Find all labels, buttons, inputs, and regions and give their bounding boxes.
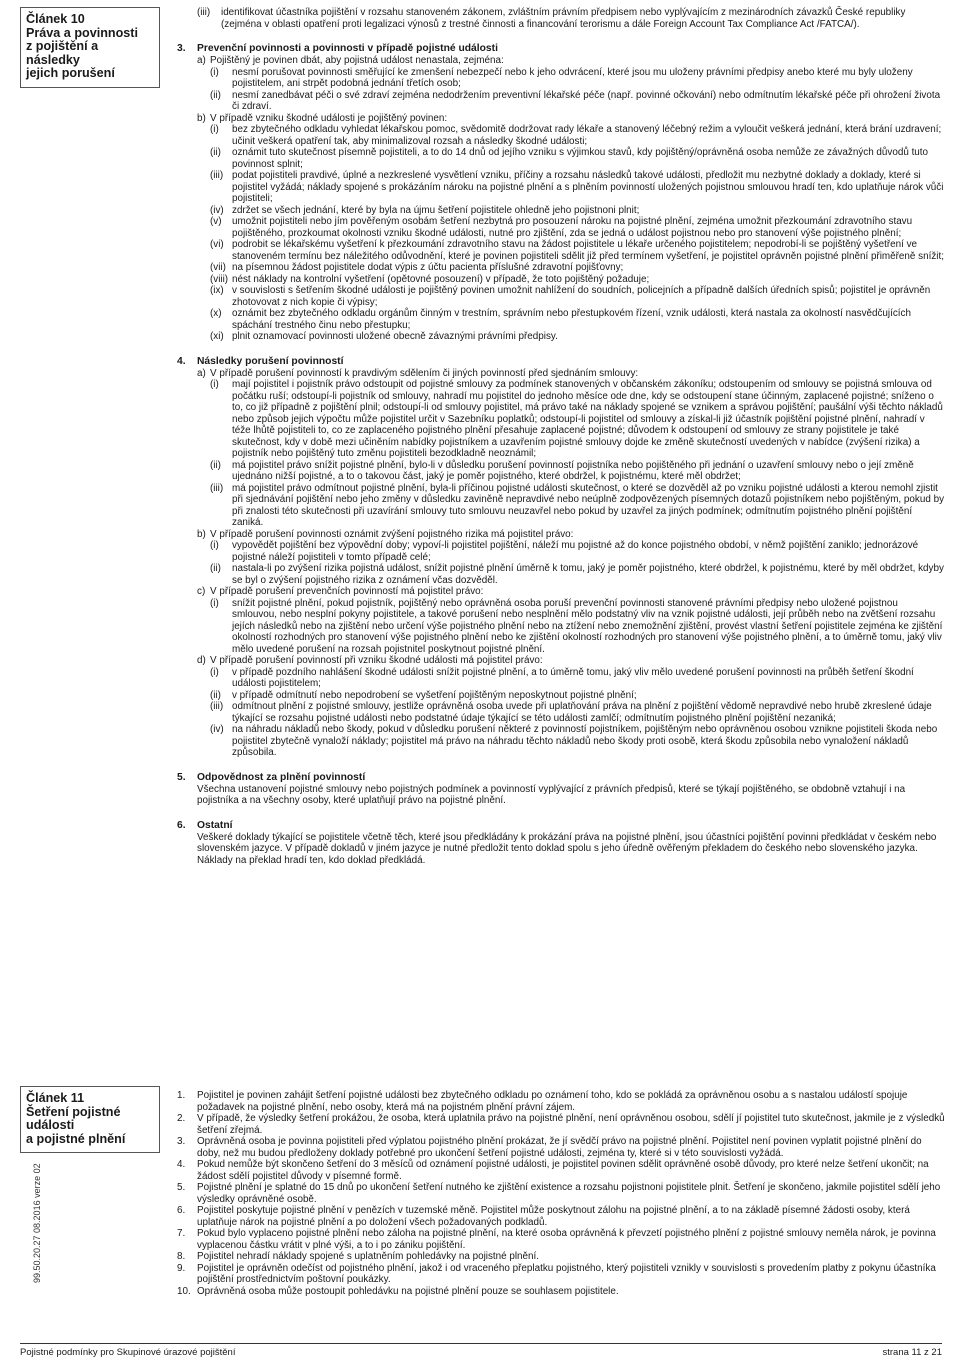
item-text: bez zbytečného odkladu vyhledat lékařskou pomoc, svědomitě dodržovat rady lékaře a stanovený léčebný režim a vyloučit veškerá jednání, která brání uzdravení; učinit veškerá opatření tak, aby minimalizoval rozsah a následky škodné události; xyxy=(232,124,942,147)
list-item xyxy=(210,331,945,343)
list-item xyxy=(177,1228,945,1251)
item-number: (iii) xyxy=(197,7,211,18)
item-text: v případě odmítnutí nebo nepodrobení se vyšetření pojištěným neposkytnout pojistné plnění; xyxy=(232,689,637,701)
subsection-label: a) xyxy=(197,367,206,379)
item-text: odmítnout plnění z pojistné smlouvy, jestliže oprávněná osoba uvede při uplatňování práva na plnění z pojištění vědomě nepravdivé nebo hrubě zkreslené údaje týkající se rozsahu pojistné události nebo podstatné údaje týkající se této události zamlčí; odmítnutím pojistného plnění pojištění nezaniká; xyxy=(232,701,932,724)
list-item xyxy=(210,216,945,239)
list-item xyxy=(177,1286,945,1298)
section-6-text: Veškeré doklady týkající se pojistitele včetně těch, které jsou předkládány k prokázání práva na pojistné plnění, jsou účastníci pojištění povinni předkládat v českém nebo slovenském jazyce. V případě dokladů v jiném jazyce je nutné předložit tento doklad spolu s jeho úředně ověřeným překladem do českého nebo slovenského jazyka. Náklady na překlad hradí ten, kdo doklad předkládá. xyxy=(197,831,937,866)
list-item xyxy=(177,1090,945,1113)
section-4 xyxy=(177,356,945,759)
item-text: Pojistné plnění je splatné do 15 dnů po ukončení šetření nutného ke zjištění existence a rozsahu pojistnoni pojistitele plnit. Šetření je skončeno, jakmile pojistitel sdělí jeho výsledky oprávněné osobě. xyxy=(197,1182,941,1205)
item-number: 3. xyxy=(177,1136,186,1147)
item-text: oznámit bez zbytečného odkladu orgánům činným v trestním, správním nebo přestupkovém řízení, vznik události, která nastala za okolností nasvědčujících spáchání trestného činu nebo přestupku; xyxy=(232,308,911,331)
subsection-d xyxy=(197,655,945,667)
item-text: na náhradu nákladů nebo škody, pokud v důsledku porušení některé z povinností pojistníkem, pojištěným nebo oprávněnou osobou vznikne pojistiteli škoda nebo pojistitel zbytečně vynaloží náklady; pojistitel má právo na náhradu těchto nákladů nebo škody proti osobě, která škodu způsobila nebo vynaložení nákladů způsobila. xyxy=(232,724,938,758)
section-number: 5. xyxy=(177,771,186,783)
list-item xyxy=(210,690,945,702)
list-item xyxy=(210,701,945,724)
subsection-intro: V případě porušení povinností při vzniku škodné události má pojistitel právo: xyxy=(210,655,543,666)
subsection-a xyxy=(197,368,945,380)
item-text: podrobit se lékařskému vyšetření k přezkoumání zdravotního stavu na žádost pojistitele u lékaře určeného pojistitelem; nepodrobí-li se pojištěný vyšetření ve stanoveném termínu bez náležitého odůvodnění, které je povinen pojistiteli sdělit již před termínem vyšetření, je pojistitel oprávněn pojistné plnění přiměřeně snížit; xyxy=(232,239,944,262)
article-10-title-line-1: Práva a povinnosti xyxy=(26,25,138,40)
subsection-intro: V případě porušení povinnosti oznámit zvýšení pojistného rizika má pojistitel právo: xyxy=(210,528,574,540)
item-text: identifikovat účastníka pojištění v rozsahu stanoveném zákonem, zvláštním právním předpisem nebo vyplývajícím z mezinárodních závazků České republiky (zejména v oblasti opatření proti legalizaci výnosů z trestné činnosti a financování terorismu a dále Foreign Account Tax Compliance Act /FATCA/). xyxy=(221,7,906,30)
list-item xyxy=(210,262,945,274)
list-item xyxy=(210,308,945,331)
item-number: (ii) xyxy=(210,147,221,158)
item-number: (ii) xyxy=(210,563,221,574)
subsection-intro: Pojištěný je povinen dbát, aby pojistná událost nenastala, zejména: xyxy=(210,55,504,66)
item-number: (viii) xyxy=(210,273,229,285)
section-number: 6. xyxy=(177,819,186,831)
article-10-content xyxy=(177,7,945,866)
list-item xyxy=(177,1251,945,1263)
item-number: 7. xyxy=(177,1228,186,1239)
item-text: nesmí zanedbávat péči o své zdraví zejména nedodržením preventivní lékařské péče (např. povinné očkování) nebo odmítnutím lékařské péče při ohrožení života či zdraví. xyxy=(232,89,941,112)
list-item xyxy=(210,170,945,205)
item-text: podat pojistiteli pravdivé, úplné a nezkreslené vysvětlení vzniku, příčiny a rozsahu následků takové události, předložit mu nezbytné doklady a doklady, které si pojistitel vyžádá; náklady spojené s prokázáním nároku na pojistné plnění a s plněním povinností uložených pojistnou smlouvou hradí ten, kdo uplatňuje nárok vůči pojistiteli; xyxy=(232,170,944,204)
subsection-a xyxy=(197,55,945,67)
section-6-heading xyxy=(177,820,945,832)
page-number: strana 11 z 21 xyxy=(882,1347,942,1358)
subsection-label: a) xyxy=(197,55,206,66)
item-text: nesmí porušovat povinnosti směřující ke zmenšení nebezpečí nebo k jeho odvrácení, které jsou mu uloženy právními předpisy anebo které mu byly uloženy pojistitelem, ani strpět podobná jednání třetích osob; xyxy=(232,66,913,89)
subsection-d-items xyxy=(210,667,945,759)
subsection-c-items xyxy=(210,598,945,656)
section-number: 3. xyxy=(177,43,186,54)
item-text: Pojistitel poskytuje pojistné plnění v penězích v tuzemské měně. Pojistitel může poskytnout zálohu na pojistné plnění, a to na základě písemné žádosti osoby, která uplatňuje nárok na pojistné plnění a po doložení všech požadovaných podkladů. xyxy=(197,1205,910,1228)
item-number: 2. xyxy=(177,1113,186,1124)
article-10-title-line-2: z pojištění a následky xyxy=(26,39,99,67)
item-text: Pokud nemůže být skončeno šetření do 3 měsíců od oznámení pojistné události, je pojistitel povinen sdělit oprávněné osobě důvody, pro které nelze šetření ukončit; na žádost sdělí pojistitel důvody v písemné formě. xyxy=(197,1159,929,1182)
item-text: má pojistitel právo snížit pojistné plnění, bylo-li v důsledku porušení povinností pojistníka nebo pojištěného při jednání o uzavření smlouvy nebo o její změně ujednáno nižší pojistné, a to o takovou část, jaký je poměr pojistného, které obdržel, k pojistnému, které měl obdržet; xyxy=(232,459,914,482)
section-3-body xyxy=(197,55,945,343)
subsection-a-items xyxy=(210,379,945,529)
item-number: (i) xyxy=(210,124,219,135)
item-number: (i) xyxy=(210,66,219,78)
section-title: Ostatní xyxy=(197,819,233,831)
article-10-title-line-3: jejich porušení xyxy=(26,66,115,80)
item-text: nést náklady na kontrolní vyšetření (opětovné posouzení) v případě, že toto pojištěný požaduje; xyxy=(232,273,650,285)
subsection-b-items xyxy=(210,124,945,343)
item-number: 1. xyxy=(177,1090,186,1101)
item-number: (v) xyxy=(210,216,222,227)
article-10-heading-box xyxy=(20,7,160,88)
item-number: 6. xyxy=(177,1205,186,1216)
item-text: Oprávněná osoba je povinna pojistiteli před výplatou pojistného plnění prokázat, že jí svědčí právo na pojistné plnění. Pojistitel není povinen vyplatit pojistné plnění do doby, než mu budou předloženy doklady potřebné pro ukončení šetření pojistné události, zejména ty, které si v této souvislosti vyžádá. xyxy=(197,1136,922,1159)
item-number: (ii) xyxy=(210,89,221,101)
subsection-b-items xyxy=(210,540,945,586)
item-number: (xi) xyxy=(210,331,224,342)
subsection-label: c) xyxy=(197,586,206,597)
list-item xyxy=(177,1205,945,1228)
subsection-b xyxy=(197,113,945,125)
section-4-heading xyxy=(177,356,945,368)
list-item xyxy=(177,1182,945,1205)
subsection-label: b) xyxy=(197,528,206,540)
section-5-text: Všechna ustanovení pojistné smlouvy nebo pojistných podmínek a povinností vyplývající z právních předpisů, které se týkají pojištěného, se obdobně vztahují i na pojistníka a na všechny osoby, které uplatňují právo na pojistné plnění. xyxy=(197,783,906,806)
section-5 xyxy=(177,772,945,807)
subsection-intro: V případě porušení povinností k pravdivým sdělením či jiných povinností před sjednáním smlouvy: xyxy=(210,367,639,379)
article-11-heading-box xyxy=(20,1086,160,1153)
list-item xyxy=(177,1136,945,1159)
list-item xyxy=(177,1263,945,1286)
article-10-number: Článek 10 xyxy=(26,12,85,26)
item-number: (ix) xyxy=(210,285,224,296)
item-number: (i) xyxy=(210,540,219,551)
subsection-intro: V případě vzniku škodné události je pojištěný povinen: xyxy=(210,112,448,124)
item-number: 8. xyxy=(177,1251,186,1262)
section-6 xyxy=(177,820,945,867)
item-text: vypovědět pojištění bez výpovědní doby; vypoví-li pojistitel pojištění, náleží mu pojistné až do konce pojistného období, v němž pojištění zaniklo; jednorázové pojistné náleží pojistiteli v tomto případě celé; xyxy=(232,540,919,563)
list-item xyxy=(210,460,945,483)
subsection-label: b) xyxy=(197,112,206,124)
item-number: (iii) xyxy=(210,701,224,712)
list-item xyxy=(197,7,945,30)
section-3 xyxy=(177,43,945,343)
item-text: oznámit tuto skutečnost písemně pojistiteli, a to do 14 dnů od jejího vzniku s výjimkou stavů, kdy pojištěný/oprávněná osoba nemůže ze závažných důvodů tuto povinnost splnit; xyxy=(232,147,929,170)
item-text: nastala-li po zvýšení rizika pojistná událost, snížit pojistné plnění úměrně k tomu, jaký je poměr pojistného, které obdržel, k pojistnému, které by měl obdržet, kdyby se byl o zvýšení pojistného rizika z oznámení včas dozvěděl. xyxy=(232,563,944,586)
article-11-title-line-1: Šetření pojistné události xyxy=(26,1104,121,1132)
item-number: (iii) xyxy=(210,170,224,181)
list-item xyxy=(210,67,945,90)
item-number: (i) xyxy=(210,379,219,390)
list-item xyxy=(210,379,945,460)
section-title: Prevenční povinnosti a povinnosti v případě pojistné události xyxy=(197,43,498,54)
list-item xyxy=(177,1113,945,1136)
item-text: v souvislosti s šetřením škodné události je pojištěný povinen umožnit nahlížení do soudních, policejních a případně dalších úředních spisů; pojistitel je oprávněn zhotovovat z nich kopie či výpisy; xyxy=(232,285,931,308)
list-item xyxy=(210,147,945,170)
list-item xyxy=(210,124,945,147)
subsection-b xyxy=(197,529,945,541)
list-item xyxy=(210,205,945,217)
section-title: Následky porušení povinností xyxy=(197,355,344,367)
item-text: na písemnou žádost pojistitele dodat výpis z účtu pacienta příslušné zdravotní pojišťovny; xyxy=(232,262,624,273)
item-text: mají pojistitel i pojistník právo odstoupit od pojistné smlouvy za podmínek stanovených v občanském zákoníku; odstoupením od smlouvy se pojistná smlouva od počátku ruší; odstoupí-li pojistník od smlouvy, nahradí mu pojistitel do jednoho měsíce ode dne, kdy se odstoupení stane účinným, zaplacené pojistné; sníženo o to, co již případně z pojištění plnil; odstoupí-li od smlouvy pojistitel, má právo také na náklady spojené se vznikem a správou pojištění; paušální výši těchto nákladů nebo způsob jejich výpočtu může pojistitel určit v Sazebníku poplatků; odstoupí-li pojistitel od smlouvy a získal-li již účastník pojištění pojistné plnění, nahradí v téže lhůtě pojistiteli to, co ze zaplaceného pojistného plnění přesahuje zaplacené pojistné; důvodem k odstoupení od smlouvy ze strany pojistitele je také skutečnost, kdy v době mezi učiněním nabídky pojistníkem a uzavřením pojistné smlouvy dojde ke změně skutečností uvedených v nabídce (zvýšení rizika) a pojistník nebo pojištěný tuto změnu pojistiteli bezodkladně neoznámil; xyxy=(232,379,943,459)
item-text: má pojistitel právo odmítnout pojistné plnění, byla-li příčinou pojistné události skutečnost, o které se dozvěděl až po vzniku pojistné události a kterou nemohl zjistit při sjednávání pojištění nebo jeho změny v důsledku zaviněně nepravdivé nebo neúplně zodpovězených písemných dotazů pojistníkem nebo pojištěným, pokud by při znalosti této skutečnosti při uzavírání smlouvy tuto smlouvu neuzavřel nebo pokud by uzavřel za jiných podmínek; odmítnutím pojistného plnění pojištění zaniká. xyxy=(232,482,945,528)
list-item xyxy=(177,1159,945,1182)
item-text: plnit oznamovací povinnosti uložené obecně závaznými právními předpisy. xyxy=(232,331,558,342)
item-number: 5. xyxy=(177,1182,186,1193)
list-item xyxy=(210,563,945,586)
section-3-heading xyxy=(177,43,945,55)
footer-title: Pojistné podmínky pro Skupinové úrazové pojištění xyxy=(20,1347,236,1358)
item-number: (ii) xyxy=(210,689,221,701)
item-text: snížit pojistné plnění, pokud pojistník, pojištěný nebo oprávněná osoba poruší prevenční povinnosti stanovené právními předpisy nebo uložené pojistnou smlouvou, nebo nesplní pokyny pojistitele, a takové porušení nebo nesplnění mělo podstatný vliv na vznik pojistné události, její průběh nebo na zvětšení rozsahu jejích následků nebo na zjištění nebo určení výše pojistného plnění nebo na ztížení nebo znemožnění zjištění, provést vlastní šetření pojistitele zejména ke zjištění okolností rozhodných pro stanovení výše pojistného plnění nebo ke zjištění okolností rozhodných pro stanovení výše pojistného plnění, a to úměrně tomu, jaký vliv mělo uvedené porušení na rozsah pojistnitel poskytnout pojistné plnění. xyxy=(232,597,943,655)
item-number: (vii) xyxy=(210,262,226,273)
item-number: (iv) xyxy=(210,724,224,735)
item-number: 10. xyxy=(177,1285,191,1297)
item-number: 4. xyxy=(177,1159,186,1170)
item-number: (x) xyxy=(210,308,222,319)
list-item xyxy=(210,483,945,529)
article-11-number: Článek 11 xyxy=(26,1091,85,1105)
list-item xyxy=(210,90,945,113)
item-number: 9. xyxy=(177,1262,186,1274)
section-5-heading xyxy=(177,772,945,784)
item-number: (i) xyxy=(210,597,219,609)
article-11-title-line-2: a pojistné plnění xyxy=(26,1131,126,1146)
item-text: Pokud bylo vyplaceno pojistné plnění nebo záloha na pojistné plnění, na které osoba oprávněná k převzetí pojistného plnění z pojistné smlouvy neměla nárok, je povinna vyplacenou částku vrátit v plné výši, a to i po zániku pojištění. xyxy=(197,1228,936,1251)
list-item xyxy=(210,239,945,262)
list-item xyxy=(210,274,945,286)
item-text: umožnit pojistiteli nebo jím pověřeným osobám šetření nezbytná pro posouzení nároku na pojistné plnění, zejména umožnit přezkoumání zdravotního stavu pojištěného, prozkoumat okolnosti vzniku škodné události, nutné pro zjištění, zda se jedná o událost pojistnou nebo pro stanovení výše pojistného plnění; xyxy=(232,216,913,239)
item-number: (ii) xyxy=(210,459,221,471)
item-text: V případě, že výsledky šetření prokážou, že osoba, která uplatnila právo na pojistné plnění, není oprávněnou osobou, sdělí jí pojistitel tuto skutečnost, jakmile je z výsledků šetření zřejmá. xyxy=(197,1113,945,1136)
item-text: Pojistitel je oprávněn odečíst od pojistného plnění, jakož i od vraceného přeplatku pojistného, který pojistiteli vznikly v souvislosti s provedením platby z pokynu účastníka pojištění prostřednictvím poštovní poukázky. xyxy=(197,1262,936,1285)
list-item xyxy=(210,540,945,563)
item-number: (iii) xyxy=(210,482,224,494)
footer xyxy=(20,1343,942,1358)
article-11-content xyxy=(177,1090,945,1297)
subsection-c xyxy=(197,586,945,598)
item-text: Pojistitel je povinen zahájit šetření pojistné události bez zbytečného odkladu po oznámení toho, kdo se pokládá za oprávněnou osobu a s nastalou událostí spojuje požadavek na pojistné plnění, nebo osoby, která má na pojistném plnění právní zájem. xyxy=(197,1090,908,1113)
section-number: 4. xyxy=(177,355,186,367)
list-item xyxy=(210,598,945,656)
item-number: (i) xyxy=(210,666,219,678)
item-number: (vi) xyxy=(210,239,224,250)
list-item xyxy=(210,724,945,759)
section-title: Odpovědnost za plnění povinností xyxy=(197,771,366,783)
item-text: Pojistitel nehradí náklady spojené s uplatněním pohledávky na pojistné plnění. xyxy=(197,1251,540,1262)
section-4-body xyxy=(197,368,945,759)
item-text: zdržet se všech jednání, které by byla na újmu šetření pojistitele ohledně jeho pojistnoni plnit; xyxy=(232,204,640,216)
list-item xyxy=(210,285,945,308)
subsection-intro: V případě porušení prevenčních povinností má pojistitel právo: xyxy=(210,586,484,597)
list-item xyxy=(210,667,945,690)
subsection-label: d) xyxy=(197,655,206,666)
subsection-a-items xyxy=(210,67,945,113)
item-text: v případě pozdního nahlášení škodné události snížit pojistné plnění, a to úměrně tomu, jaký vliv mělo uvedené porušení povinnosti na průběh šetření škodní události pojistitelem; xyxy=(232,666,914,689)
document-code: 99.50.20.27 08.2016 verze 02 xyxy=(32,1163,42,1283)
item-text: Oprávněná osoba může postoupit pohledávku na pojistné plnění pouze se souhlasem pojistitele. xyxy=(197,1285,619,1297)
item-number: (iv) xyxy=(210,204,224,216)
